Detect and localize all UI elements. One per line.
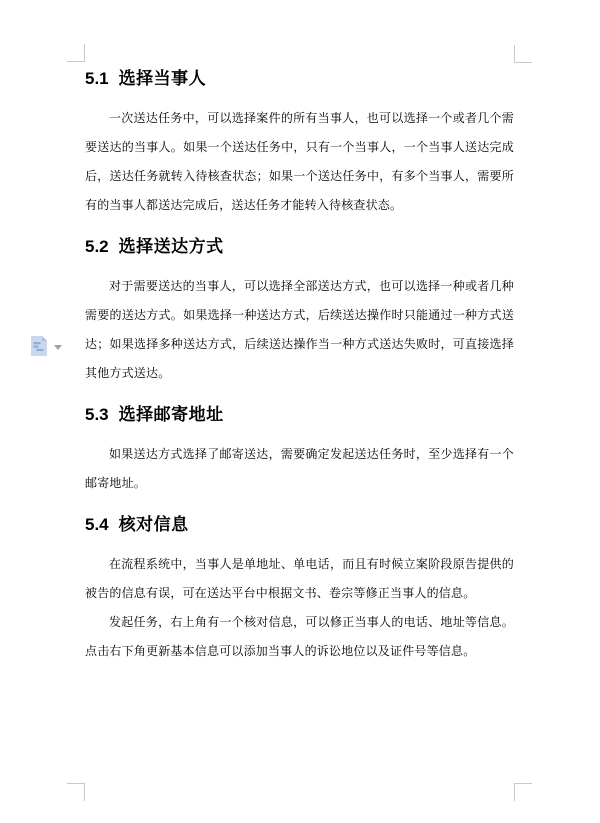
section-number: 5.2 bbox=[85, 237, 109, 256]
paragraph: 如果送达方式选择了邮寄送达，需要确定发起送达任务时，至少选择有一个邮寄地址。 bbox=[85, 447, 514, 490]
paragraph: 发起任务，右上角有一个核对信息，可以修正当事人的电话、地址等信息。点击右下角更新基本信息可以添加当事人的诉讼地位以及证件号等信息。 bbox=[85, 615, 514, 658]
section-number: 5.1 bbox=[85, 69, 109, 88]
section-title: 选择邮寄地址 bbox=[118, 405, 224, 424]
section-number: 5.3 bbox=[85, 405, 109, 424]
section-heading bbox=[85, 66, 514, 92]
crop-mark-top-right bbox=[514, 45, 532, 63]
dropdown-arrow-icon[interactable] bbox=[54, 345, 62, 350]
margin-widget[interactable] bbox=[30, 336, 62, 356]
section-heading bbox=[85, 234, 514, 260]
section-number: 5.4 bbox=[85, 515, 109, 534]
paragraph: 在流程系统中，当事人是单地址、单电话，而且有时候立案阶段原告提供的被告的信息有误，可在送达平台中根据文书、卷宗等修正当事人的信息。 bbox=[85, 557, 514, 600]
crop-mark-bottom-left bbox=[67, 783, 85, 801]
section-5-1 bbox=[85, 66, 514, 220]
crop-mark-bottom-right bbox=[514, 783, 532, 801]
document-content bbox=[85, 62, 514, 666]
section-5-4 bbox=[85, 512, 514, 666]
section-5-3 bbox=[85, 402, 514, 498]
section-5-2 bbox=[85, 234, 514, 388]
paragraph: 对于需要送达的当事人，可以选择全部送达方式，也可以选择一种或者几种需要的送达方式。如果选择一种送达方式，后续送达操作时只能通过一种方式送达；如果选择多种送达方式，后续送达操作当一种方式送达失败时，可直接选择其他方式送达。 bbox=[85, 279, 514, 380]
section-heading bbox=[85, 512, 514, 538]
document-icon[interactable] bbox=[30, 336, 48, 356]
section-heading bbox=[85, 402, 514, 428]
section-title: 选择当事人 bbox=[118, 69, 207, 88]
paragraph: 一次送达任务中，可以选择案件的所有当事人，也可以选择一个或者几个需要送达的当事人。如果一个送达任务中，只有一个当事人，一个当事人送达完成后，送达任务就转入待核查状态；如果一个送达任务中，有多个当事人，需要所有的当事人都送达完成后，送达任务才能转入待核查状态。 bbox=[85, 111, 514, 212]
section-title: 核对信息 bbox=[118, 515, 189, 534]
section-title: 选择送达方式 bbox=[118, 237, 224, 256]
crop-mark-top-left bbox=[67, 44, 85, 62]
